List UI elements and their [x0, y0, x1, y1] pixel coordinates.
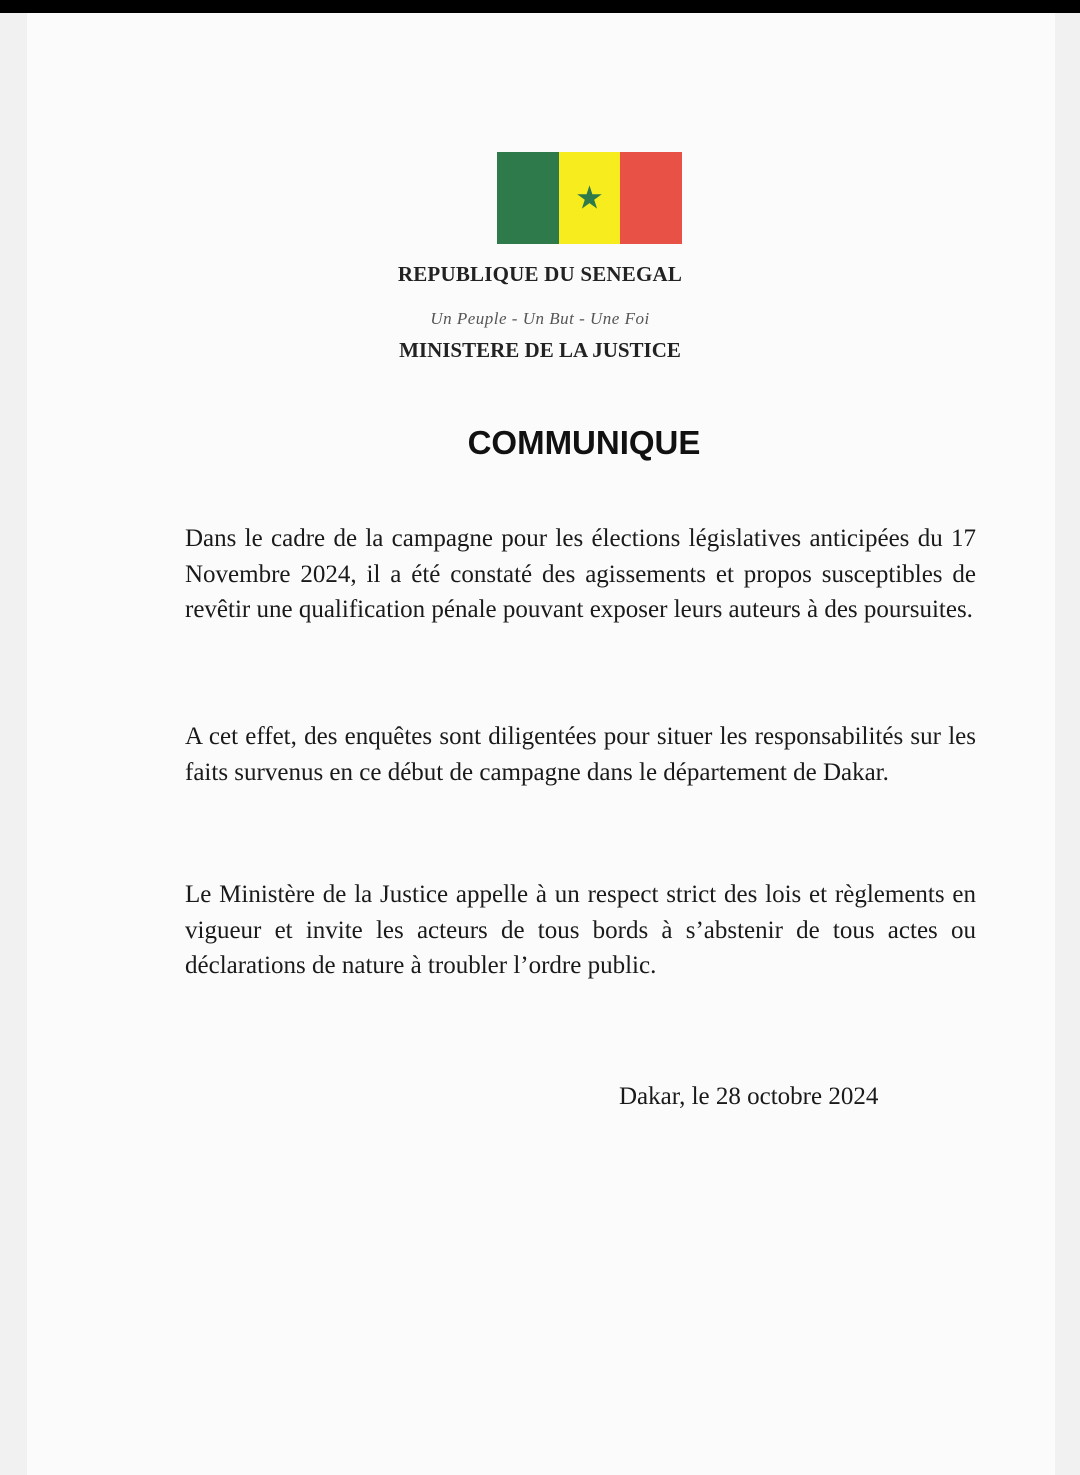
- top-bar: [0, 0, 1080, 13]
- country-name: REPUBLIQUE DU SENEGAL: [397, 262, 683, 286]
- flag-band-green: [497, 152, 559, 244]
- senegal-flag: [497, 152, 682, 244]
- star-icon: ★: [575, 178, 604, 217]
- flag-band-red: [620, 152, 682, 244]
- national-motto: Un Peuple - Un But - Une Foi: [430, 309, 650, 328]
- ministry-name: MINISTERE DE LA JUSTICE: [399, 338, 681, 362]
- flag-band-yellow: [559, 152, 621, 244]
- paragraph-1: Dans le cadre de la campagne pour les élections législatives anticipées du 17 Novembre 2024, il a été constaté des agissements et propos susceptibles de revêtir une qualification pénale pouvant exposer leurs auteurs à des poursuites.: [185, 525, 976, 623]
- document-title: COMMUNIQUE: [467, 424, 701, 461]
- paragraph-2: A cet effet, des enquêtes sont diligentées pour situer les responsabilités sur les faits survenus en ce début de campagne dans le département de Dakar.: [185, 723, 976, 786]
- date-line: Dakar, le 28 octobre 2024: [619, 1083, 879, 1110]
- paragraph-3: Le Ministère de la Justice appelle à un respect strict des lois et règlements en vigueur et invite les acteurs de tous bords à s’abstenir de tous actes ou déclarations de nature à troubler l’ordre public.: [185, 881, 976, 979]
